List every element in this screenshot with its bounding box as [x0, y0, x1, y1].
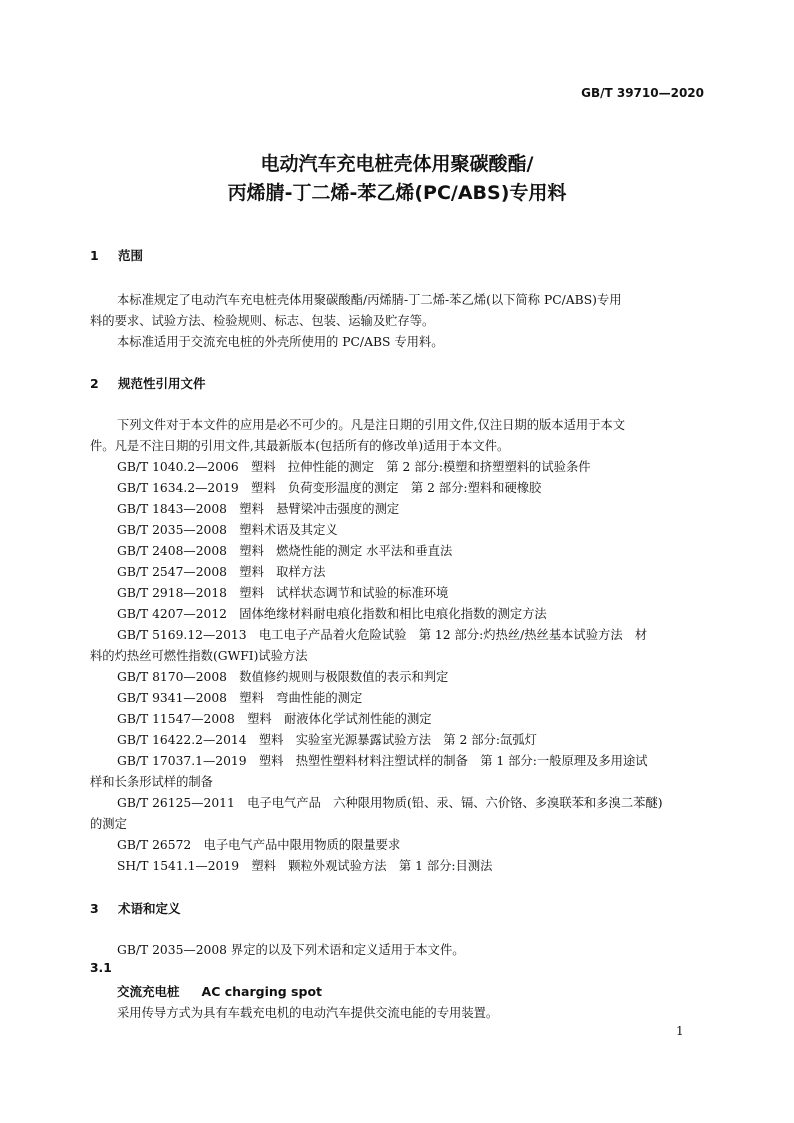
- standard-code: GB/T 39710—2020: [581, 86, 704, 100]
- section-number: 1: [90, 248, 99, 263]
- term-entry: [117, 982, 322, 1000]
- paragraph-line: 本标准规定了电动汽车充电桩壳体用聚碳酸酯/丙烯腈-丁二烯-苯乙烯(以下简称 PC/ABS)专用: [117, 293, 622, 307]
- reference-entry: GB/T 2035—2008 塑料术语及其定义: [117, 523, 338, 537]
- section-title: 规范性引用文件: [118, 376, 206, 391]
- reference-entry: GB/T 8170—2008 数值修约规则与极限数值的表示和判定: [117, 670, 449, 684]
- section-number: 3: [90, 901, 99, 916]
- reference-entry-continuation: 的测定: [90, 817, 127, 831]
- paragraph-line: 下列文件对于本文件的应用是必不可少的。凡是注日期的引用文件,仅注日期的版本适用于本文: [117, 418, 626, 432]
- section-title: 范围: [118, 248, 144, 263]
- section-heading-normative-references: [90, 374, 206, 392]
- document-title-line-1: 电动汽车充电桩壳体用聚碳酸酯/: [260, 153, 534, 175]
- section-heading-scope: [90, 246, 143, 264]
- reference-entry: GB/T 1040.2—2006 塑料 拉伸性能的测定 第 2 部分:模塑和挤塑塑料的试验条件: [117, 460, 591, 474]
- document-title-line-2: 丙烯腈-丁二烯-苯乙烯(PC/ABS)专用料: [227, 182, 567, 204]
- reference-entry: GB/T 26572 电子电气产品中限用物质的限量要求: [117, 838, 401, 852]
- section-heading-terms-and-definitions: [90, 899, 181, 917]
- reference-entry: GB/T 2408—2008 塑料 燃烧性能的测定 水平法和垂直法: [117, 544, 453, 558]
- reference-entry: GB/T 2918—2018 塑料 试样状态调节和试验的标准环境: [117, 586, 449, 600]
- paragraph-line: 本标准适用于交流充电桩的外壳所使用的 PC/ABS 专用料。: [117, 335, 444, 349]
- clause-number: 3.1: [90, 961, 112, 975]
- reference-entry-continuation: 样和长条形试样的制备: [90, 775, 213, 789]
- section-title: 术语和定义: [118, 901, 181, 916]
- section-number: 2: [90, 376, 99, 391]
- reference-entry: GB/T 26125—2011 电子电气产品 六种限用物质(铅、汞、镉、六价铬、多溴联苯和多溴二苯醚): [117, 796, 663, 810]
- reference-entry: GB/T 11547—2008 塑料 耐液体化学试剂性能的测定: [117, 712, 432, 726]
- reference-entry: GB/T 4207—2012 固体绝缘材料耐电痕化指数和相比电痕化指数的测定方法: [117, 607, 547, 621]
- paragraph-line: GB/T 2035—2008 界定的以及下列术语和定义适用于本文件。: [117, 943, 465, 957]
- paragraph-line: 件。凡是不注日期的引用文件,其最新版本(包括所有的修改单)适用于本文件。: [90, 439, 510, 453]
- reference-entry: GB/T 17037.1—2019 塑料 热塑性塑料材料注塑试样的制备 第 1 部分:一般原理及多用途试: [117, 754, 648, 768]
- term-english: AC charging spot: [201, 984, 323, 999]
- reference-entry: GB/T 9341—2008 塑料 弯曲性能的测定: [117, 691, 363, 705]
- reference-entry: SH/T 1541.1—2019 塑料 颗粒外观试验方法 第 1 部分:目测法: [117, 859, 493, 873]
- term-definition: 采用传导方式为具有车载充电机的电动汽车提供交流电能的专用装置。: [117, 1006, 499, 1020]
- reference-entry: GB/T 2547—2008 塑料 取样方法: [117, 565, 326, 579]
- reference-entry: GB/T 1634.2—2019 塑料 负荷变形温度的测定 第 2 部分:塑料和硬橡胶: [117, 481, 542, 495]
- reference-entry-continuation: 料的灼热丝可燃性指数(GWFI)试验方法: [90, 649, 308, 663]
- reference-entry: GB/T 16422.2—2014 塑料 实验室光源暴露试验方法 第 2 部分:氙弧灯: [117, 733, 537, 747]
- reference-entry: GB/T 1843—2008 塑料 悬臂梁冲击强度的测定: [117, 502, 400, 516]
- reference-entry: GB/T 5169.12—2013 电工电子产品着火危险试验 第 12 部分:灼热丝/热丝基本试验方法 材: [117, 628, 648, 642]
- page-number: 1: [676, 1024, 684, 1038]
- term-chinese: 交流充电桩: [117, 984, 180, 999]
- paragraph-line: 料的要求、试验方法、检验规则、标志、包装、运输及贮存等。: [90, 314, 435, 328]
